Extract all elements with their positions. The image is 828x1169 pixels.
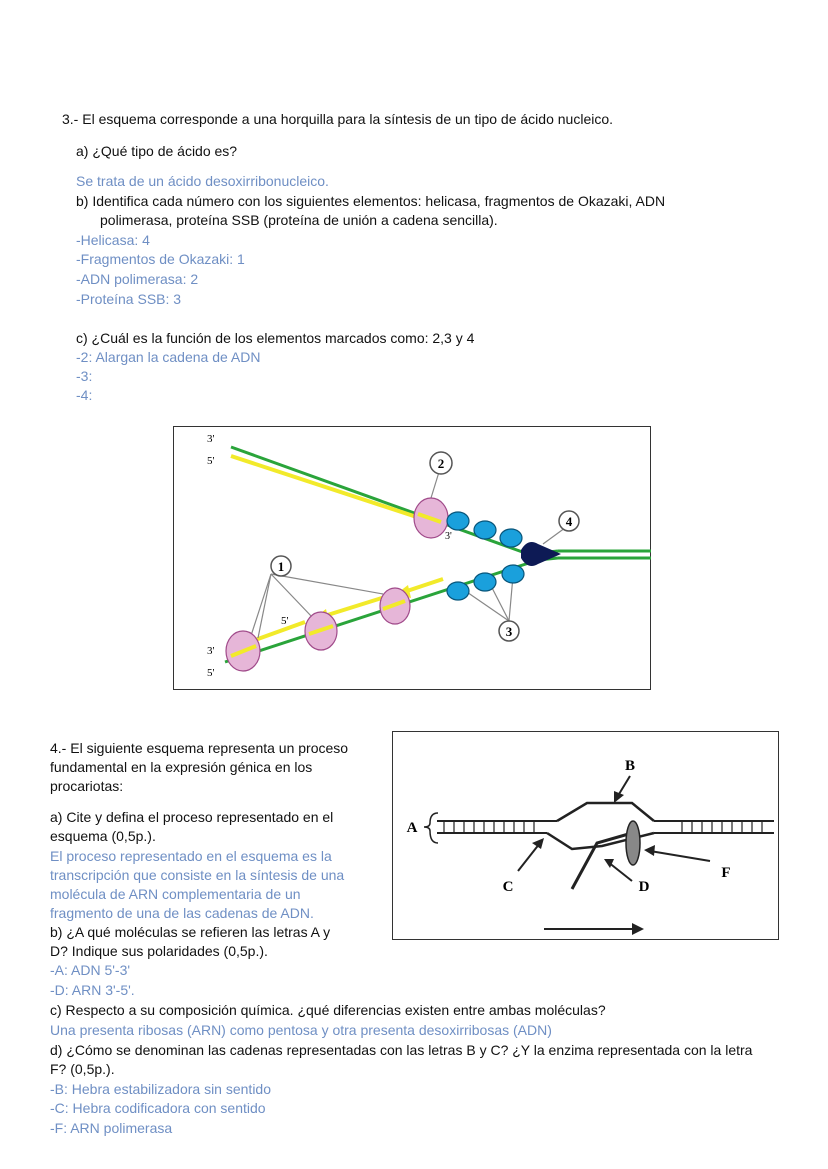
letter-C: C <box>502 879 514 895</box>
q4-d-question: F? (0,5p.). <box>50 1061 115 1077</box>
q3-b-answer: -Helicasa: 4 <box>76 232 150 248</box>
q4-a-answer: El proceso representado en el esquema es la <box>50 848 332 864</box>
q4-a-question: a) Cite y defina el proceso representado en el <box>50 809 334 825</box>
q3-a-answer: Se trata de un ácido desoxirribonucleico. <box>76 173 329 189</box>
q4-d-answer: -C: Hebra codificadora con sentido <box>50 1100 266 1116</box>
q4-b-answer: -D: ARN 3'-5'. <box>50 982 135 998</box>
q4-d-answer: -F: ARN polimerasa <box>50 1120 173 1136</box>
q4-a-answer: fragmento de una de las cadenas de ADN. <box>50 905 314 921</box>
q3-c-answer: -2: Alargan la cadena de ADN <box>76 349 261 365</box>
q4-a-question: esquema (0,5p.). <box>50 828 156 844</box>
number-1: 1 <box>277 559 285 574</box>
label-3prime-bottom: 3' <box>207 645 215 657</box>
letter-A: A <box>406 820 418 836</box>
label-5prime-bottom: 5' <box>207 667 215 679</box>
label-5prime-top: 5' <box>207 455 215 467</box>
q4-c-question: c) Respecto a su composición química. ¿qué diferencias existen entre ambas moléculas? <box>50 1002 606 1018</box>
transcription-diagram <box>392 731 780 941</box>
letter-D: D <box>638 879 650 895</box>
q4-intro: fundamental en la expresión génica en los <box>50 759 313 775</box>
q4-d-answer: -B: Hebra estabilizadora sin sentido <box>50 1081 272 1097</box>
q3-c-question: c) ¿Cuál es la función de los elementos marcados como: 2,3 y 4 <box>76 330 475 346</box>
q4-d-question: d) ¿Cómo se denominan las cadenas representadas con las letras B y C? ¿Y la enzima representada con la letra <box>50 1042 753 1058</box>
q4-a-answer: transcripción que consiste en la síntesis de una <box>50 867 345 883</box>
q3-b-question-line2: polimerasa, proteína SSB (proteína de unión a cadena sencilla). <box>100 212 498 228</box>
q4-intro: procariotas: <box>50 778 124 794</box>
q3-c-answer: -3: <box>76 368 93 384</box>
q4-b-question: b) ¿A qué moléculas se refieren las letras A y <box>50 924 331 940</box>
q3-title: 3.- El esquema corresponde a una horquilla para la síntesis de un tipo de ácido nucleico. <box>62 111 614 127</box>
q4-c-answer: Una presenta ribosas (ARN) como pentosa y otra presenta desoxirribosas (ADN) <box>50 1022 552 1038</box>
number-4: 4 <box>565 514 573 529</box>
q3-b-answer: -Fragmentos de Okazaki: 1 <box>76 251 245 267</box>
q3-c-answer: -4: <box>76 387 93 403</box>
q3-a-question: a) ¿Qué tipo de ácido es? <box>76 143 238 159</box>
q3-b-answer: -Proteína SSB: 3 <box>76 291 182 307</box>
q4-b-question: D? Indique sus polaridades (0,5p.). <box>50 943 268 959</box>
label-3prime-mid: 3' <box>445 531 452 542</box>
replication-fork-diagram <box>173 426 651 690</box>
number-3: 3 <box>505 624 513 639</box>
letter-F: F <box>721 865 731 881</box>
q4-a-answer: molécula de ARN complementaria de un <box>50 886 301 902</box>
label-3prime-top: 3' <box>207 433 215 445</box>
q4-b-answer: -A: ADN 5'-3' <box>50 962 131 978</box>
label-5prime-mid: 5' <box>281 615 289 627</box>
q4-intro: 4.- El siguiente esquema representa un proceso <box>50 740 349 756</box>
q3-b-answer: -ADN polimerasa: 2 <box>76 271 199 287</box>
number-2: 2 <box>437 456 445 471</box>
letter-B: B <box>624 758 636 774</box>
q3-b-question-line1: b) Identifica cada número con los siguientes elementos: helicasa, fragmentos de Okazaki, ADN <box>76 193 666 209</box>
